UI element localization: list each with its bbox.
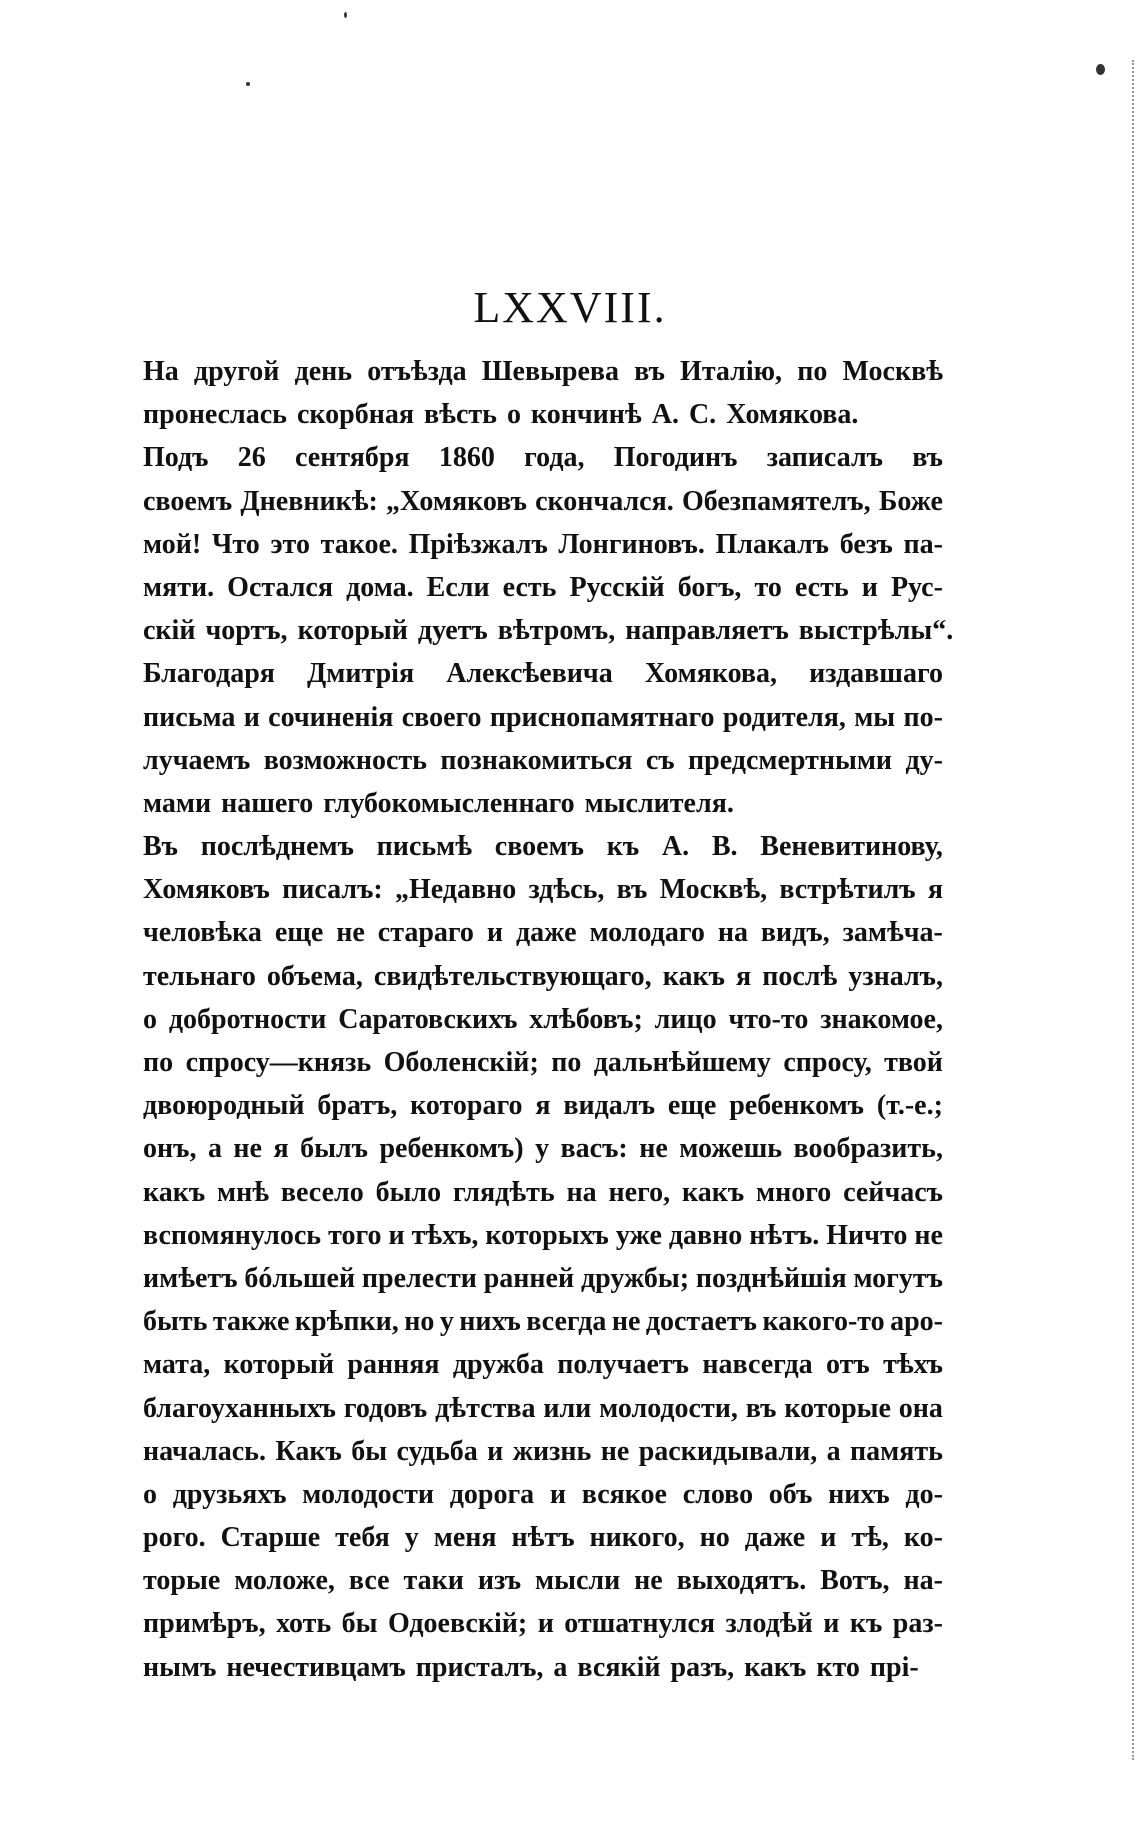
text-line: началась. Какъ бы судьба и жизнь не раскидывали, а память	[143, 1435, 943, 1467]
speck-dot	[1096, 64, 1105, 75]
body-text	[143, 350, 954, 1689]
text-line: лучаемъ возможность познакомиться съ предсмертными ду-	[143, 744, 943, 776]
text-line: На другой день отъѣзда Шевырева въ Италію, по Москвѣ	[143, 356, 943, 387]
text-line: онъ, а не я былъ ребенкомъ) у васъ: не можешь вообразить,	[143, 1133, 943, 1165]
text-line: мами нашего глубокомысленнаго мыслителя.	[143, 787, 734, 819]
text-line: пронеслась скорбная вѣсть о кончинѣ А. С. Хомякова.	[143, 399, 859, 431]
speck-dot	[246, 82, 250, 86]
text-line: имѣетъ бóльшей прелести ранней дружбы; позднѣйшія могутъ	[143, 1262, 943, 1294]
text-line: мата, который ранняя дружба получаетъ навсегда отъ тѣхъ	[143, 1349, 943, 1381]
text-line: о добротности Саратовскихъ хлѣбовъ; лицо что-то знакомое,	[143, 1003, 943, 1035]
text-line: о друзьяхъ молодости дорога и всякое слово объ нихъ до-	[143, 1478, 943, 1510]
text-line: по спросу—князь Оболенскій; по дальнѣйшему спросу, твой	[143, 1047, 943, 1078]
text-line: двоюродный братъ, котораго я видалъ еще ребенкомъ (т.-е.;	[143, 1090, 943, 1122]
paragraph	[143, 652, 943, 825]
text-line: примѣръ, хоть бы Одоевскій; и отшатнулся злодѣй и къ раз-	[143, 1608, 943, 1640]
text-line: Благодаря Дмитрія Алексѣевича Хомякова, издавшаго	[143, 658, 943, 690]
text-line: скій чортъ, который дуетъ вѣтромъ, направляетъ выстрѣлы“.	[143, 615, 954, 647]
text-line: рого. Старше тебя у меня нѣтъ никого, но даже и тѣ, ко-	[143, 1522, 943, 1554]
text-line: благоуханныхъ годовъ дѣтства или молодости, въ которые она	[143, 1392, 943, 1424]
text-line: вспомянулось того и тѣхъ, которыхъ уже давно нѣтъ. Ничто не	[143, 1219, 943, 1251]
text-line: письма и сочиненія своего приснопамятнаго родителя, мы по-	[143, 701, 943, 733]
text-line: мяти. Остался дома. Если есть Русскій богъ, то есть и Рус-	[143, 571, 943, 603]
text-line: Хомяковъ писалъ: „Недавно здѣсь, въ Москвѣ, встрѣтилъ я	[143, 874, 943, 906]
text-line: нымъ нечестивцамъ присталъ, а всякій разъ, какъ кто прі-	[143, 1651, 919, 1683]
paragraph	[143, 825, 943, 1689]
text-line: быть также крѣпки, но у нихъ всегда не достаетъ какого-то аро-	[143, 1306, 943, 1338]
text-line: человѣка еще не стараго и даже молодаго на видъ, замѣча-	[143, 917, 943, 949]
paragraph	[143, 436, 954, 652]
text-line: торые моложе, все таки изъ мысли не выходятъ. Вотъ, на-	[143, 1565, 943, 1597]
text-line: своемъ Дневникѣ: „Хомяковъ скончался. Обезпамятелъ, Боже	[143, 485, 943, 517]
text-line: какъ мнѣ весело было глядѣть на него, какъ много сейчасъ	[143, 1176, 943, 1208]
chapter-heading: LXXVIII.	[473, 283, 667, 332]
text-line: Подъ 26 сентября 1860 года, Погодинъ записалъ въ	[143, 442, 943, 474]
speck-dot	[344, 12, 347, 18]
text-line: тельнаго объема, свидѣтельствующаго, какъ я послѣ узналъ,	[143, 960, 943, 992]
text-line: Въ послѣднемъ письмѣ своемъ къ А. В. Веневитинову,	[143, 831, 943, 863]
text-line: мой! Что это такое. Пріѣзжалъ Лонгиновъ. Плакалъ безъ па-	[143, 528, 943, 560]
paragraph	[143, 350, 943, 436]
